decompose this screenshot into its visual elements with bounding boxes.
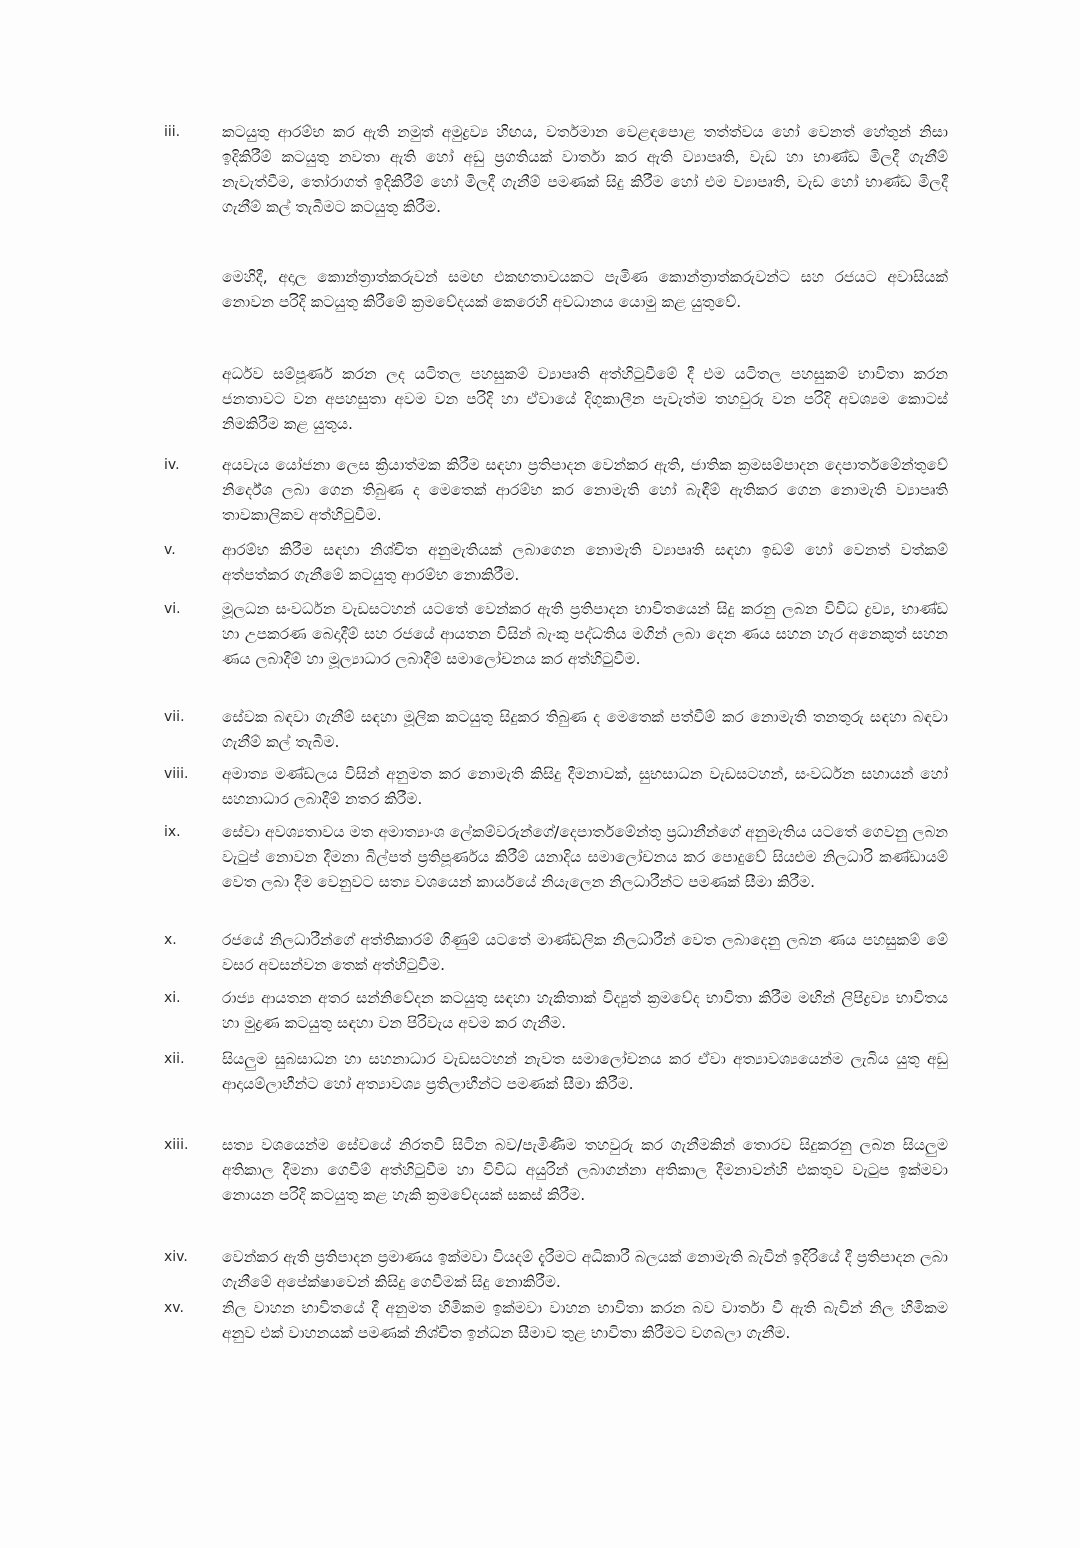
item-number: iv. [164,457,180,473]
paragraph: අර්ධව සම්පූර්ණ කරන ලද යටිතල පහසුකම් ව්‍යාපෘති අත්හිටුවීමේ දී එම යටිතල පහසුකම් භාවිතා කරන ජනතාවට වන අපහසුතා අවම වන පරිදි හා ඒවායේ දිගුකාලීන පැවැත්ම තහවුරු වන පරිදි අවශ්‍යම කොටස් නිමකිරීම කළ යුතුය. [222,365,948,433]
item-text: අයවැය යෝජනා ලෙස ක්‍රියාත්මක කිරීම සඳහා ප්‍රතිපාදන වෙන්කර ඇති, ජාතික ක්‍රමසම්පාදන දෙපාර්තමේන්තුවේ නිර්දේශ ලබා ගෙන තිබුණ ද මෙතෙක් ආරම්භ කර නොමැති හෝ බැඳීම් ඇතිකර ගෙන නොමැති ව්‍යාපෘති තාවකාලිකව අත්හිටුවීම. [222,456,948,524]
item-text: මූලධන සංවර්ධන වැඩසටහන් යටතේ වෙන්කර ඇති ප්‍රතිපාදන භාවිතයෙන් සිදු කරනු ලබන විවිධ ද්‍රව්‍ය, භාණ්ඩ හා උපකරණ බෙදාදීම් සහ රජයේ ආයතන විසින් බැංකු පද්ධතිය මගින් ලබා දෙන ණය සහන හැර අනෙකුත් සහන ණය ලබාදීම් හා මූල්‍යාධාර ලබාදීම් සමාලෝචනය කර අත්හිටුවීම. [222,600,948,668]
item-text: සේවා අවශ්‍යතාවය මත අමාත්‍යාංශ ලේකම්වරුන්ගේ/දෙපාර්තමේන්තු ප්‍රධානීන්ගේ අනුමැතිය යටතේ ගෙවනු ලබන වැටුප් නොවන දීමනා බිල්පත් ප්‍රතිපූර්ණය කිරීම් යනාදිය සමාලෝචනය කර පොදුවේ සියළුම නිලධාරි කණ්ඩායම් වෙත ලබා දීම වෙනුවට සත්‍ය වශයෙන් කාර්යයේ නියැලෙන නිලධාරීන්ට පමණක් සීමා කිරීම. [222,823,948,891]
paragraph: මෙහිදී, අදාල කොන්ත්‍රාත්කරුවන් සමඟ එකඟතාවයකට පැමිණ කොන්ත්‍රාත්කරුවන්ට සහ රජයට අවාසියක් නොවන පරිදි කටයුතු කිරීමේ ක්‍රමවේදයක් කෙරෙහි අවධානය යොමු කළ යුතුවේ. [222,268,948,311]
item-text: ආරම්භ කිරීම සඳහා නිශ්චිත අනුමැතියක් ලබාගෙන නොමැති ව්‍යාපෘති සඳහා ඉඩම් හෝ වෙනත් වත්කම් අත්පත්කර ගැනීමේ කටයුතු ආරම්භ නොකිරීම. [222,541,948,584]
item-number: xii. [164,1051,185,1067]
item-text: කටයුතු ආරම්භ කර ඇති නමුත් අමුද්‍රව්‍ය හිඟය, වර්තමාන වෙළඳපොළ තත්ත්වය හෝ වෙනත් හේතුන් නිසා ඉදිකිරීම් කටයුතු නවතා ඇති හෝ අඩු ප්‍රගතියක් වාර්තා කර ඇති ව්‍යාපෘති, වැඩ හා භාණ්ඩ මිලදී ගැනීම් නැවැත්වීම, තෝරාගත් ඉදිකිරීම් හෝ මිලදී ගැනීම් පමණක් සිදු කිරීම හෝ එම ව්‍යාපෘති, වැඩ හෝ භාණ්ඩ මිලදී ගැනීම් කල් තැබීමට කටයුතු කිරීම. [222,123,948,216]
item-text: වෙන්කර ඇති ප්‍රතිපාදන ප්‍රමාණය ඉක්මවා වියදම් දැරීමට අධිකාරී බලයක් නොමැති බැවින් ඉදිරියේ දී ප්‍රතිපාදන ලබා ගැනීමේ අපේක්ෂාවෙන් කිසිදු ගෙවීමක් සිදු නොකිරීම. [222,1248,948,1291]
item-text: සියලුම සුබසාධන හා සහනාධාර වැඩසටහන් නැවත සමාලෝචනය කර ඒවා අත්‍යාවශ්‍යයෙන්ම ලැබිය යුතු අඩු ආදායම්ලාභීන්ට හෝ අත්‍යාවශ්‍ය ප්‍රතිලාභීන්ට පමණක් සීමා කිරීම. [222,1050,948,1093]
item-number: v. [164,542,176,558]
item-text: සත්‍ය වශයෙන්ම සේවයේ නිරතවී සිටින බව/පැමිණීම තහවුරු කර ගැනීමකින් තොරව සිදුකරනු ලබන සියලුම අතිකාල දීමනා ගෙවීම් අත්හිටුවීම හා විවිධ අයුරින් ලබාගන්නා අතිකාල දීමනාවන්හි එකතුව වැටුප ඉක්මවා නොයන පරිදි කටයුතු කළ හැකි ක්‍රමවේදයක් සකස් කිරීම. [222,1136,948,1204]
item-number: x. [164,932,177,948]
item-number: iii. [164,124,181,140]
item-text: නිල වාහන භාවිතයේ දී අනුමත හිමිකම ඉක්මවා වාහන භාවිතා කරන බව වාර්තා වී ඇති බැවින් නිල හිමිකම අනුව එක් වාහනයක් පමණක් නිශ්චිත ඉන්ධන සීමාව තුළ භාවිතා කිරීමට වගබලා ගැනීම. [222,1299,948,1342]
item-text: සේවක බඳවා ගැනීම් සඳහා මූලික කටයුතු සිදුකර තිබුණ ද මෙතෙක් පත්වීම් කර නොමැති තනතුරු සඳහා බඳවා ගැනීම් කල් තැබීම. [222,708,948,751]
item-number: ix. [164,824,181,840]
item-number: vi. [164,601,181,617]
item-number: xiii. [164,1137,189,1153]
item-number: xiv. [164,1249,188,1265]
item-number: xv. [164,1300,184,1316]
item-text: රාජ්‍ය ආයතන අතර සන්නිවේදන කටයුතු සඳහා හැකිතාක් විද්‍යුත් ක්‍රමවේද භාවිතා කිරීම මඟින් ලිපිද්‍රව්‍ය භාවිතය හා මුද්‍රණ කටයුතු සඳහා වන පිරිවැය අවම කර ගැනීම. [222,989,948,1032]
item-number: xi. [164,990,181,1006]
item-text: අමාත්‍ය මණ්ඩලය විසින් අනුමත කර නොමැති කිසිදු දීමනාවක්, සුභසාධන වැඩසටහන්, සංවර්ධන සහායන් හෝ සහනාධාර ලබාදීම් නතර කිරීම. [222,765,948,808]
item-number: vii. [164,709,185,725]
item-text: රජයේ නිලධාරීන්ගේ අත්තිකාරම් ගිණුම් යටතේ මාණ්ඩලික නිලධාරීන් වෙත ලබාදෙනු ලබන ණය පහසුකම් මේ වසර අවසන්වන තෙක් අත්හිටුවීම. [222,931,948,974]
item-number: viii. [164,766,189,782]
